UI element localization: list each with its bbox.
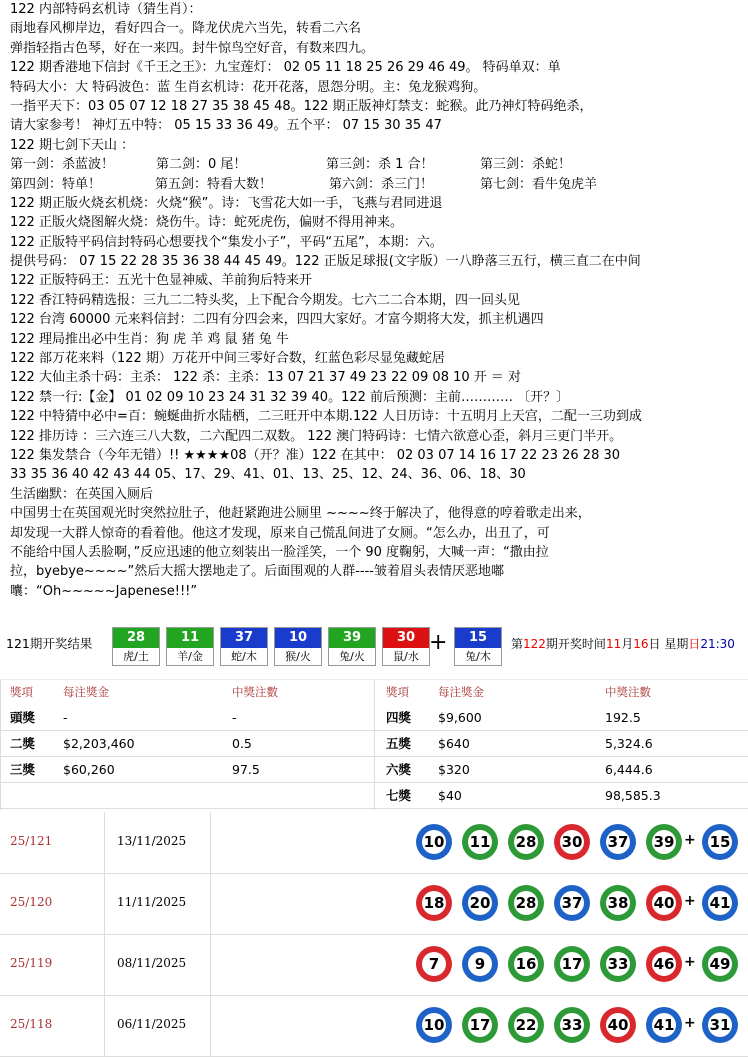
ball-number: 18 xyxy=(422,891,446,915)
ball-number: 40 xyxy=(606,1013,630,1037)
text-line: 特码大小：大 特码波色：蓝 生肖玄机诗：花开花落，恩怨分明。主：兔龙猴鸡狗。 xyxy=(10,79,487,95)
text-line: 122 正版特平码信封特码心想要找个“集发小子”，平码“五尾”，本期：六。 xyxy=(10,234,443,250)
sword-item: 第二剑：0 尾！ xyxy=(156,157,247,173)
history-row xyxy=(0,995,748,1057)
prize-cell: $2,203,460 xyxy=(63,736,135,751)
ball-zodiac: 虎/土 xyxy=(123,650,149,663)
prize-cell: 四獎 xyxy=(386,710,412,725)
history-period: 25/121 xyxy=(10,834,53,848)
ball-number: 15 xyxy=(708,830,732,854)
sword-item: 第三剑：杀蛇！ xyxy=(480,157,572,173)
sword-item: 第三剑：杀 1 合！ xyxy=(326,157,434,173)
sword-item: 第六剑：杀三门！ xyxy=(329,176,434,192)
sword-item: 第一剑：杀蓝波！ xyxy=(10,157,115,173)
plus-sign: + xyxy=(684,954,696,970)
lottery-ball xyxy=(554,1007,590,1043)
ball-zodiac: 羊/金 xyxy=(177,650,203,663)
result-ball xyxy=(382,627,430,666)
ball-number: 30 xyxy=(560,830,584,854)
ball-number: 37 xyxy=(560,891,584,915)
prize-cell: 97.5 xyxy=(232,762,260,777)
ball-zodiac: 兔/木 xyxy=(465,650,491,663)
lottery-ball xyxy=(646,946,682,982)
ball-number: 39 xyxy=(652,830,676,854)
text-line: 122 大仙主杀十码：主杀： 122 杀：主杀：13 07 21 37 49 23 22 09 08 10 开 ＝ 对 xyxy=(10,370,522,386)
ball-number: 37 xyxy=(606,830,630,854)
lottery-ball xyxy=(702,1007,738,1043)
ball-zodiac: 兔/火 xyxy=(339,650,365,663)
ball-number: 38 xyxy=(606,891,630,915)
ball-number: 28 xyxy=(113,628,159,648)
text-line: 弹指轻指古色琴，好在一来四。封牛惊鸟空好音，有数来四九。 xyxy=(10,40,375,56)
prize-cell: $320 xyxy=(438,762,470,777)
sword-row xyxy=(10,175,745,194)
ball-number: 11 xyxy=(468,830,492,854)
prize-header: 中獎注數 xyxy=(605,685,651,699)
prize-table xyxy=(0,679,748,810)
history-date: 11/11/2025 xyxy=(117,895,187,909)
lottery-ball xyxy=(416,824,452,860)
result-ball xyxy=(454,627,502,666)
text-line: 122 台湾 60000 元来料信封：二四有分四会来，四四大家好。才富今期将大发，抓主机遇四 xyxy=(10,312,544,328)
ball-number: 28 xyxy=(514,830,538,854)
prize-cell: $9,600 xyxy=(438,710,482,725)
history-row xyxy=(0,812,748,874)
ball-zodiac: 猴/火 xyxy=(285,650,311,663)
text-line: 提供号码： 07 15 22 28 35 36 38 44 45 49。122 正版足球报(文字版）一八睁落三五行，横三直二在中间 xyxy=(10,254,641,270)
ball-number: 33 xyxy=(606,952,630,976)
result-ball xyxy=(328,627,376,666)
prize-header: 中獎注數 xyxy=(232,685,278,699)
prize-cell: 五獎 xyxy=(386,736,412,751)
lottery-ball xyxy=(554,946,590,982)
lottery-ball xyxy=(416,946,452,982)
ball-number: 20 xyxy=(468,891,492,915)
text-line: 122 部万花来料（122 期）万花开中间三零好合数，红蓝色彩尽显兔藏蛇居 xyxy=(10,351,445,367)
prize-cell: 六獎 xyxy=(386,762,412,777)
lottery-ball xyxy=(702,946,738,982)
lottery-ball xyxy=(416,1007,452,1043)
prize-cell: $640 xyxy=(438,736,470,751)
lottery-ball xyxy=(554,824,590,860)
lottery-ball xyxy=(554,885,590,921)
text-line: 33 35 36 40 42 43 44 05、17、29、41、01、13、25、12、24、36、06、18、30 xyxy=(10,467,526,483)
ball-number: 31 xyxy=(708,1013,732,1037)
lottery-ball xyxy=(646,885,682,921)
lottery-ball xyxy=(600,946,636,982)
text-line: 122 期正版火烧玄机烧：火烧“猴”。诗：飞雪花大如一手，飞燕与君同进退 xyxy=(10,195,443,211)
plus-sign: + xyxy=(684,832,696,848)
text-line: 122 中特猜中必中=百：蜿蜒曲折水陆栖，二三旺开中本期.122 人日历诗：十五明月上天宫，二配一三功到成 xyxy=(10,409,642,425)
text-line: 雨地春风柳岸边，看好四合一。降龙伏虎六当先，转看二六名 xyxy=(10,21,362,37)
lottery-ball xyxy=(462,824,498,860)
lottery-ball xyxy=(416,885,452,921)
article-text xyxy=(10,0,745,622)
sword-item: 第五剑：特看大数！ xyxy=(155,176,273,192)
text-line: 中国男士在英国观光时突然拉肚子，他赶紧跑进公厕里 ~~~~终于解决了，他得意的哼着歌走出来， xyxy=(10,506,591,522)
sword-item: 第七剑：看牛兔虎羊 xyxy=(480,176,598,192)
prize-cell: 三獎 xyxy=(10,762,36,777)
result-title: 121期开奖结果 xyxy=(6,636,93,651)
history-date: 06/11/2025 xyxy=(117,1017,187,1031)
text-line: 122 正版火烧图解火烧：烧伤牛。诗：蛇死虎伤，偏财不得用神来。 xyxy=(10,215,403,231)
ball-number: 7 xyxy=(422,952,446,976)
prize-cell: 98,585.3 xyxy=(605,788,661,803)
ball-number: 15 xyxy=(455,628,501,648)
text-line: 122 期香港地下信封《千王之王》：九宝莲灯： 02 05 11 18 25 26 29 46 49。 特码单双：单 xyxy=(10,60,561,76)
result-ball xyxy=(274,627,322,666)
ball-number: 28 xyxy=(514,891,538,915)
prize-header: 獎項 xyxy=(10,685,33,699)
prize-cell: 頭獎 xyxy=(10,710,36,725)
ball-zodiac: 蛇/木 xyxy=(231,650,257,663)
lottery-ball xyxy=(508,1007,544,1043)
prize-header: 每注獎金 xyxy=(63,685,109,699)
text-line: 请大家参考！ 神灯五中特： 05 15 33 36 49。五个平： 07 15 30 35 47 xyxy=(10,118,442,134)
ball-number: 9 xyxy=(468,952,492,976)
text-line: 一指平天下：03 05 07 12 18 27 35 38 45 48。122 期正版神灯禁支：蛇猴。此乃神灯特码绝杀， xyxy=(10,98,593,114)
lottery-ball xyxy=(508,885,544,921)
prize-row xyxy=(0,784,748,809)
lottery-ball xyxy=(600,1007,636,1043)
lottery-ball xyxy=(462,885,498,921)
prize-cell: $60,260 xyxy=(63,762,115,777)
text-line: 122 理局推出必中生肖：狗 虎 羊 鸡 鼠 猪 兔 牛 xyxy=(10,331,289,347)
ball-number: 30 xyxy=(383,628,429,648)
prize-row xyxy=(0,732,748,757)
ball-number: 10 xyxy=(275,628,321,648)
plus-sign: + xyxy=(429,630,448,655)
ball-number: 16 xyxy=(514,952,538,976)
prize-cell: - xyxy=(232,710,237,725)
history-date: 08/11/2025 xyxy=(117,956,187,970)
prize-cell: - xyxy=(63,710,68,725)
ball-number: 46 xyxy=(652,952,676,976)
history-row xyxy=(0,934,748,996)
lottery-ball xyxy=(508,824,544,860)
ball-number: 37 xyxy=(221,628,267,648)
prize-row xyxy=(0,758,748,783)
text-line: 生活幽默：在英国入厕后 xyxy=(10,486,154,502)
result-ball xyxy=(220,627,268,666)
prize-cell: 5,324.6 xyxy=(605,736,653,751)
result-ball xyxy=(112,627,160,666)
plus-sign: + xyxy=(684,1015,696,1031)
prize-cell: 0.5 xyxy=(232,736,252,751)
lottery-ball xyxy=(508,946,544,982)
ball-number: 40 xyxy=(652,891,676,915)
ball-number: 17 xyxy=(560,952,584,976)
prize-header: 每注獎金 xyxy=(438,685,484,699)
ball-number: 22 xyxy=(514,1013,538,1037)
ball-number: 17 xyxy=(468,1013,492,1037)
text-line: 122 正版特码王：五光十色显神威、羊前狗后特来开 xyxy=(10,273,312,289)
ball-number: 49 xyxy=(708,952,732,976)
ball-number: 41 xyxy=(652,1013,676,1037)
text-line: 却发现一大群人惊奇的看着他。他这才发现，原来自己慌乱间进了女厕。“怎么办，出丑了，可 xyxy=(10,525,550,541)
ball-number: 41 xyxy=(708,891,732,915)
ball-number: 39 xyxy=(329,628,375,648)
text-line: 122 内部特码玄机诗（猜生肖）： xyxy=(10,2,202,17)
prize-row xyxy=(0,706,748,731)
history-period: 25/120 xyxy=(10,895,53,909)
sword-item: 第四剑：特单！ xyxy=(10,176,102,192)
text-line: 122 期七剑下天山 ： xyxy=(10,137,135,153)
text-line: 122 香江特码精选报：三九二二特头奖，上下配合今期发。七六二二合本期，四一回头见 xyxy=(10,292,520,308)
lottery-ball xyxy=(702,824,738,860)
plus-sign: + xyxy=(684,893,696,909)
ball-number: 10 xyxy=(422,1013,446,1037)
history-period: 25/119 xyxy=(10,956,53,970)
lottery-ball xyxy=(462,946,498,982)
prize-cell: 6,444.6 xyxy=(605,762,653,777)
draw-result-bar xyxy=(0,622,748,664)
prize-cell: $40 xyxy=(438,788,462,803)
prize-cell: 二獎 xyxy=(10,736,36,751)
text-line: 122 集发禁合（今年无错）!! ★★★★08（开？准）122 在其中： 02 03 07 14 16 17 22 23 26 28 30 xyxy=(10,447,621,463)
ball-number: 11 xyxy=(167,628,213,648)
history-date: 13/11/2025 xyxy=(117,834,187,848)
lottery-ball xyxy=(600,824,636,860)
history-row xyxy=(0,873,748,935)
ball-number: 10 xyxy=(422,830,446,854)
text-line: 拉，byebye~~~~”然后大摇大摆地走了。后面围观的人群----皱着眉头表情厌恶地嘟 xyxy=(10,564,504,580)
next-draw-info: 第122期开奖时间11月16日 星期日21:30 xyxy=(511,637,735,651)
text-line: 囔：“Oh~~~~~Japenese!!!” xyxy=(10,583,198,599)
ball-number: 33 xyxy=(560,1013,584,1037)
lottery-ball xyxy=(702,885,738,921)
lottery-ball xyxy=(600,885,636,921)
prize-cell: 七獎 xyxy=(386,788,412,803)
text-line: 不能给中国人丢脸啊，”反应迅速的他立刻装出一脸淫笑，一个 90 度鞠躬，大喊一声：“撒由拉 xyxy=(10,544,549,560)
result-ball xyxy=(166,627,214,666)
text-line: 122 排历诗 ：三六连三八大数，二六配四二双数。 122 澳门特码诗：七情六欲意心歪，斜月三更门半开。 xyxy=(10,428,623,444)
prize-header: 獎項 xyxy=(386,685,409,699)
lottery-ball xyxy=(646,1007,682,1043)
lottery-ball xyxy=(462,1007,498,1043)
prize-cell: 192.5 xyxy=(605,710,641,725)
text-line: 122 禁一行:【金】 01 02 09 10 23 24 31 32 39 40。122 前后预测：主前………… 〔开？〕 xyxy=(10,389,570,405)
history-period: 25/118 xyxy=(10,1017,53,1031)
lottery-ball xyxy=(646,824,682,860)
ball-zodiac: 鼠/水 xyxy=(393,650,419,663)
sword-row xyxy=(10,155,745,174)
